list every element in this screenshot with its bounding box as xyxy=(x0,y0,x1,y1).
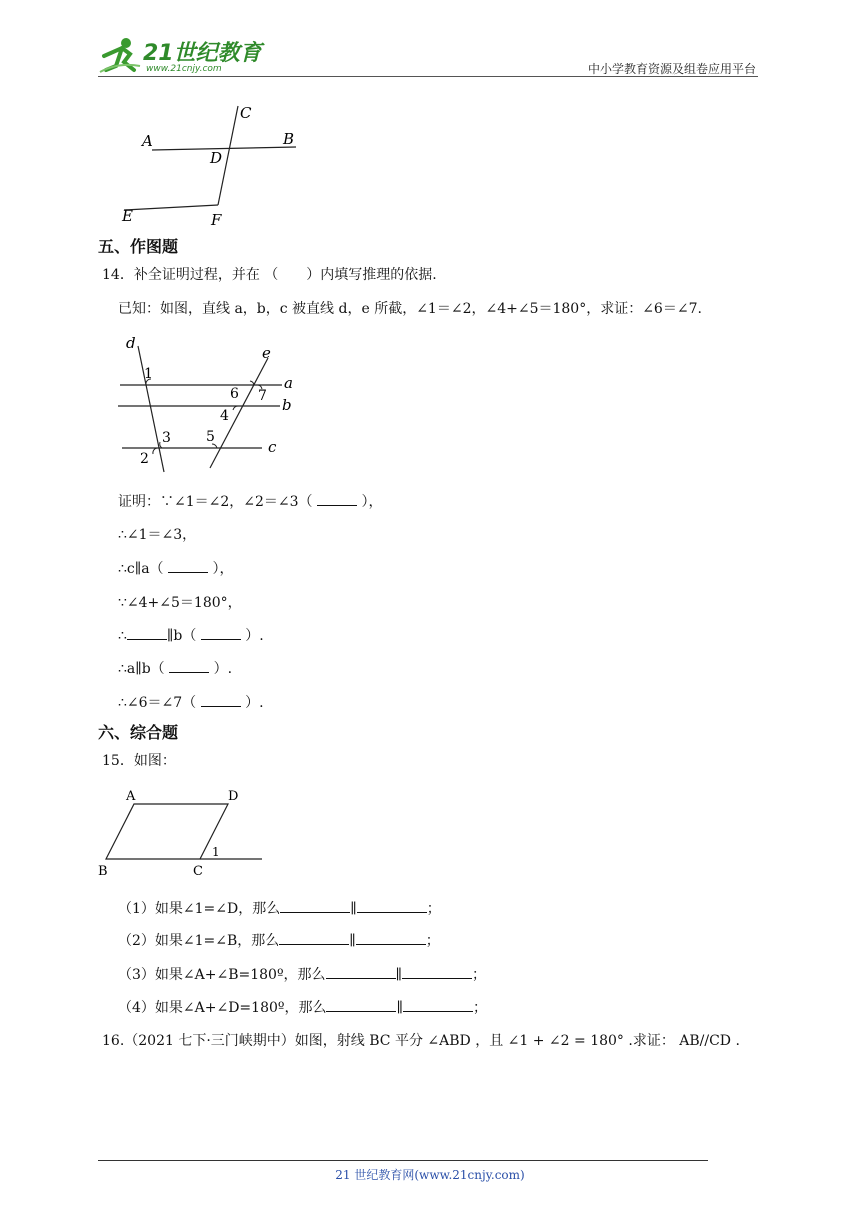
angle-3: 3 xyxy=(162,430,171,446)
answer-blank[interactable] xyxy=(127,627,167,640)
angle-1: 1 xyxy=(212,845,220,859)
angle-6: 6 xyxy=(230,386,239,402)
q15-item-4: （4）如果∠A+∠D=180º，那么 ∥ ； xyxy=(118,1000,487,1016)
proof-line-1: 证明：∵∠1＝∠2，∠2＝∠3（ ）， xyxy=(118,494,383,510)
section-title-5: 五、作图题 xyxy=(98,237,179,256)
figure-14 xyxy=(112,330,312,476)
proof-line-4: ∵∠4+∠5＝180°， xyxy=(118,595,242,611)
label-f: F xyxy=(211,211,222,229)
answer-blank[interactable] xyxy=(357,900,427,913)
header-platform-text: 中小学教育资源及组卷应用平台 xyxy=(587,62,756,76)
answer-blank[interactable] xyxy=(169,660,209,673)
angle-1: 1 xyxy=(144,366,153,382)
answer-blank[interactable] xyxy=(280,900,350,913)
label-a: A xyxy=(126,789,136,804)
angle-4: 4 xyxy=(220,408,229,424)
answer-blank[interactable] xyxy=(279,932,349,945)
proof-line-6: ∴a∥b（ ）. xyxy=(118,661,233,677)
proof-line-2: ∴∠1＝∠3， xyxy=(118,527,197,543)
line-ef xyxy=(124,205,218,210)
footer-divider xyxy=(98,1160,708,1161)
answer-blank[interactable] xyxy=(317,493,357,506)
proof-line-3: ∴c∥a（ ）， xyxy=(118,561,234,577)
label-e: e xyxy=(262,344,271,362)
q15-item-1: （1）如果∠1=∠D，那么 ∥ ； xyxy=(118,901,441,917)
header-divider xyxy=(98,76,758,77)
parallelogram xyxy=(106,804,228,859)
q15-item-3: （3）如果∠A+∠B=180º，那么 ∥ ； xyxy=(118,967,487,983)
answer-blank[interactable] xyxy=(326,966,396,979)
section-title-6: 六、综合题 xyxy=(98,723,179,742)
label-d: D xyxy=(228,789,239,804)
logo-text: 21世纪教育 xyxy=(143,41,262,66)
label-a: a xyxy=(284,374,293,392)
proof-line-7: ∴∠6＝∠7（ ）. xyxy=(118,695,264,711)
label-b: b xyxy=(282,396,292,414)
label-b: B xyxy=(98,864,108,879)
label-e: E xyxy=(122,207,133,225)
q14-given: 已知：如图，直线 a，b，c 被直线 d，e 所截，∠1＝∠2，∠4+∠5＝180°，求证：∠6＝∠7. xyxy=(118,301,702,317)
answer-blank[interactable] xyxy=(356,932,426,945)
angle-7: 7 xyxy=(258,388,267,404)
label-c: C xyxy=(193,864,203,879)
q16-text: 16.（2021 七下·三门峡期中）如图，射线 BC 平分 ∠ABD ，且 ∠1 + ∠2 = 180° .求证： AB//CD . xyxy=(102,1033,740,1049)
label-d: d xyxy=(126,334,136,352)
label-c: C xyxy=(240,104,252,122)
line-ab xyxy=(152,147,296,150)
answer-blank[interactable] xyxy=(201,694,241,707)
q14-stem: 14．补全证明过程，并在 （ ）内填写推理的依据. xyxy=(102,267,437,283)
proof-line-5: ∴ ∥b（ ）. xyxy=(118,628,264,644)
runner-icon xyxy=(96,36,142,74)
q15-stem: 15．如图： xyxy=(102,753,176,769)
answer-blank[interactable] xyxy=(402,966,472,979)
q15-item-2: （2）如果∠1=∠B，那么 ∥ ； xyxy=(118,933,440,949)
footer-text: 21 世纪教育网(www.21cnjy.com) xyxy=(335,1168,525,1182)
answer-blank[interactable] xyxy=(168,560,208,573)
angle-5: 5 xyxy=(206,429,215,445)
logo-url: www.21cnjy.com xyxy=(146,64,222,74)
answer-blank[interactable] xyxy=(326,999,396,1012)
angle-2: 2 xyxy=(140,451,149,467)
label-b: B xyxy=(283,130,295,148)
answer-blank[interactable] xyxy=(201,627,241,640)
line-e xyxy=(210,358,268,468)
logo xyxy=(96,36,142,74)
label-d: D xyxy=(210,149,223,167)
label-c: c xyxy=(268,438,277,456)
answer-blank[interactable] xyxy=(403,999,473,1012)
figure-15 xyxy=(96,784,276,884)
figure-13 xyxy=(110,100,310,230)
label-a: A xyxy=(142,132,153,150)
